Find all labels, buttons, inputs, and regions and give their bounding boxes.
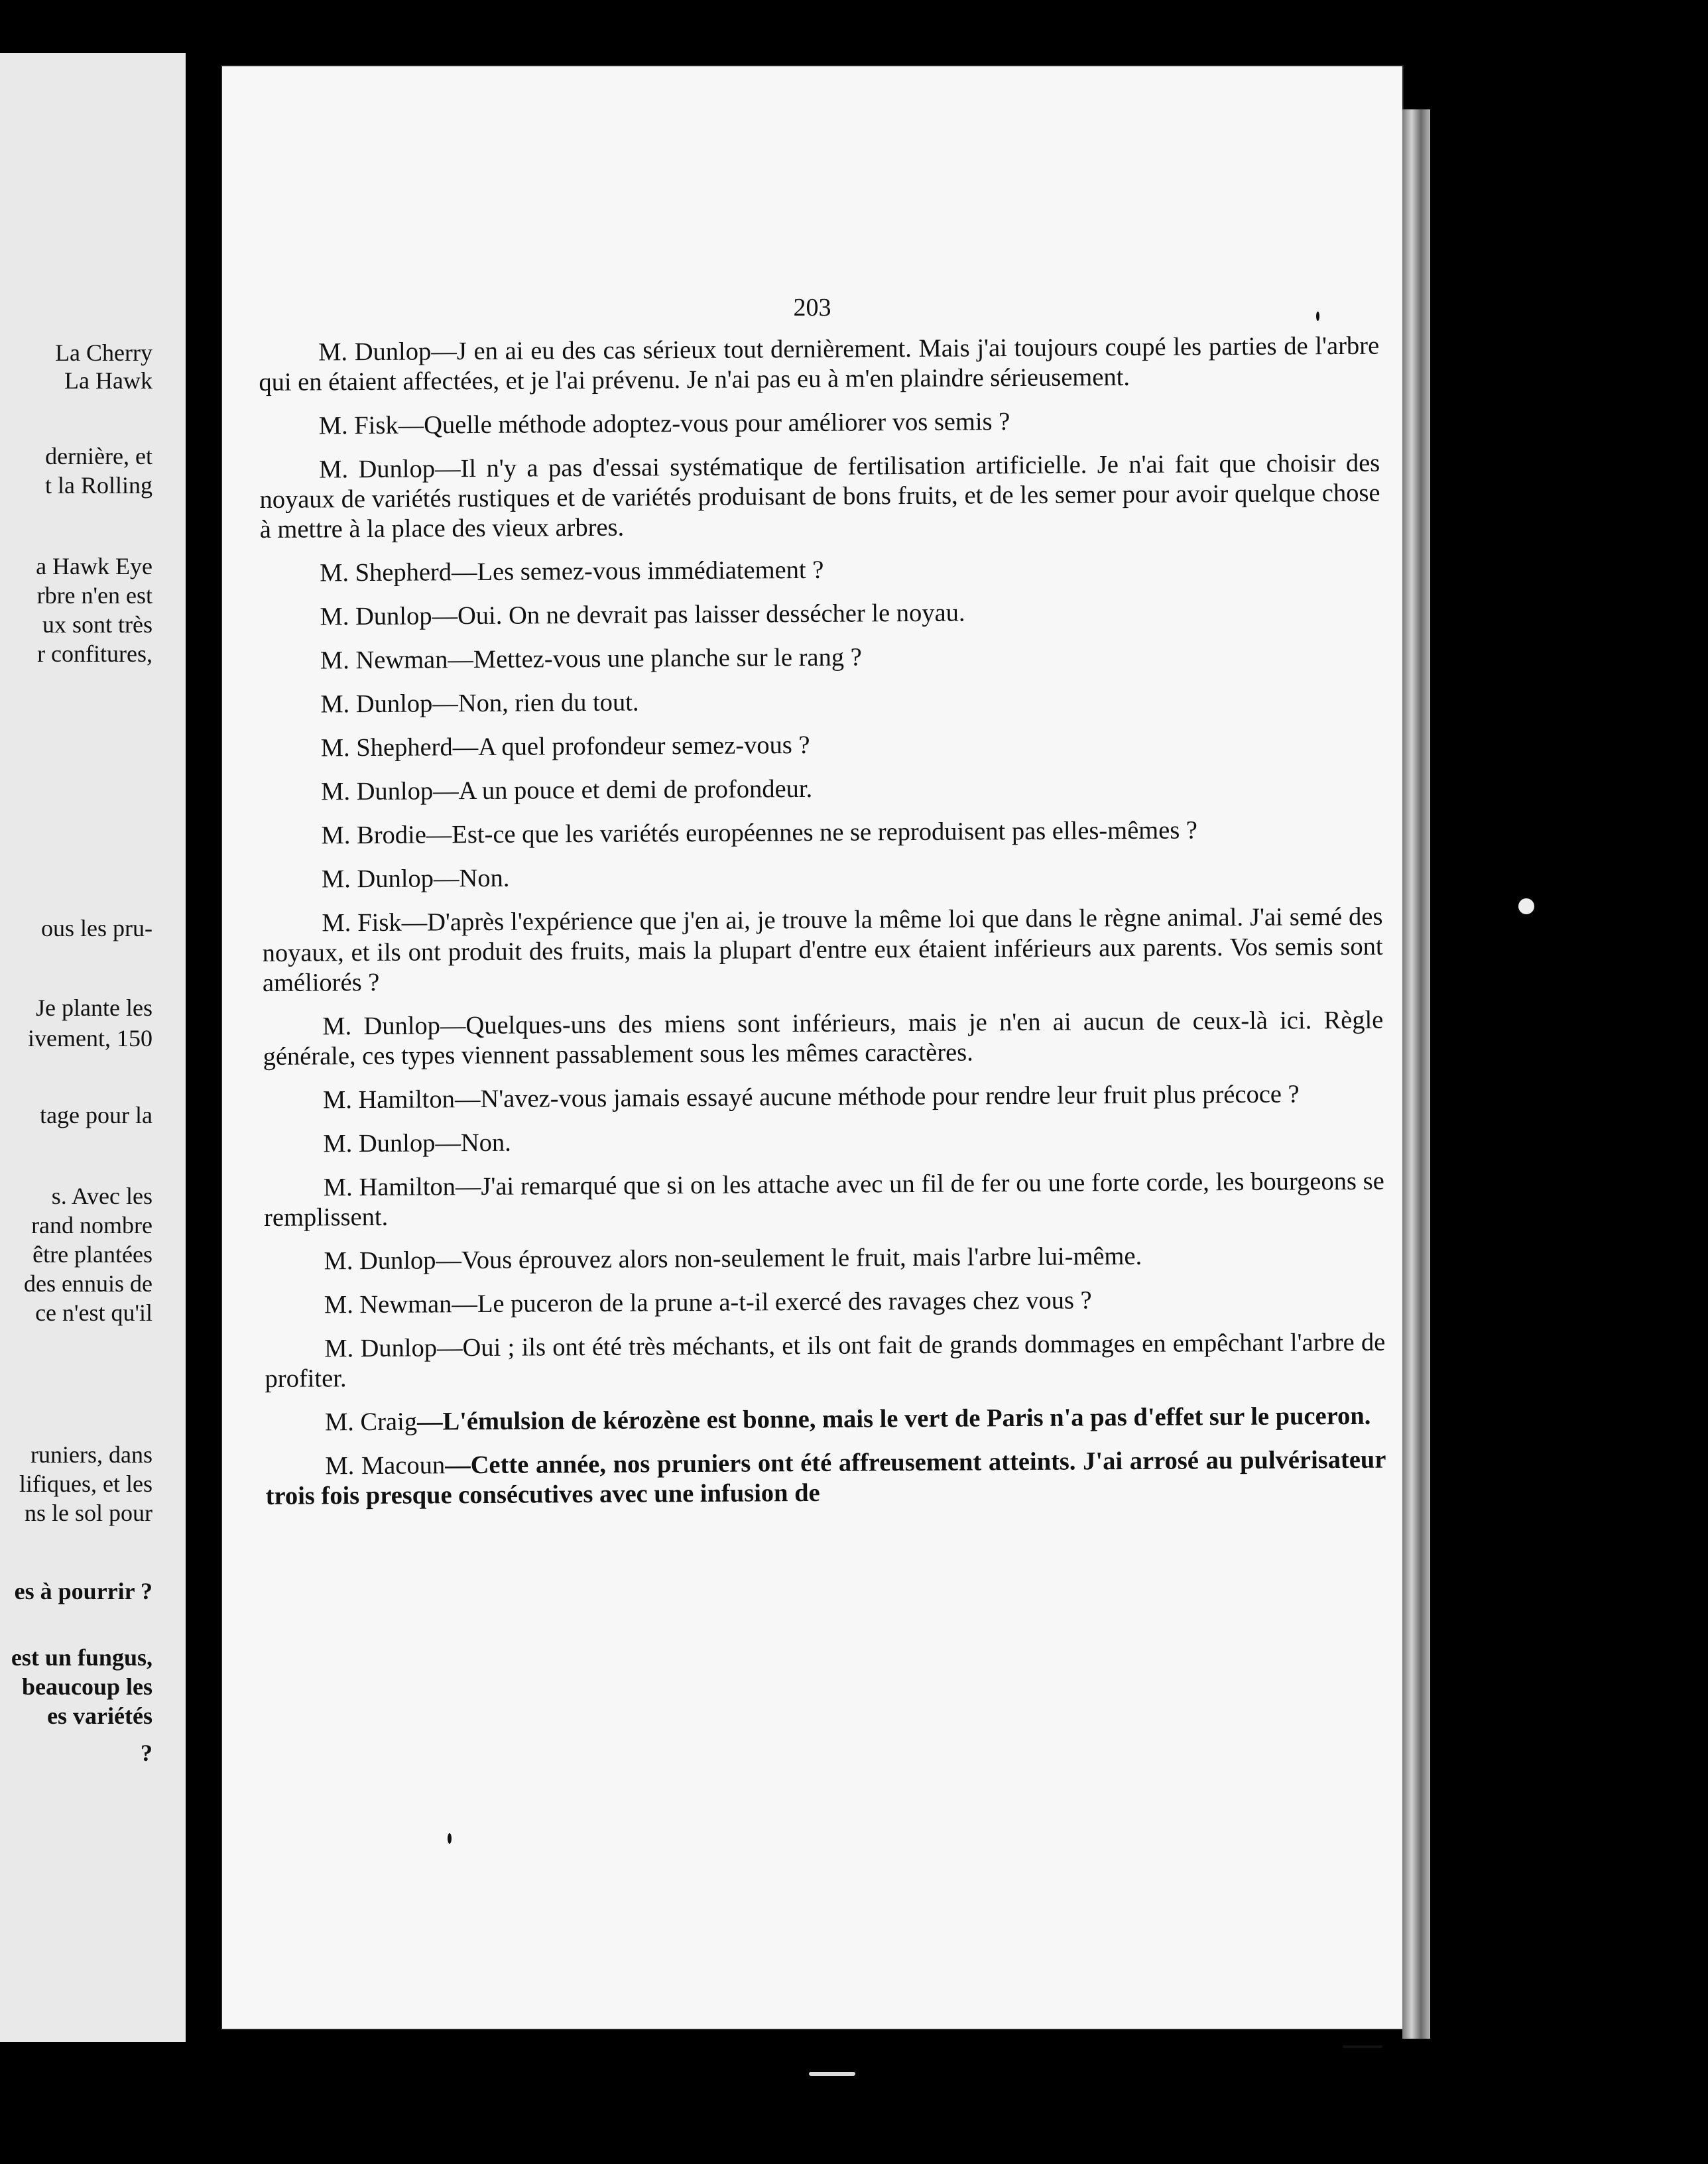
dialogue-text: —Non. [433,864,510,893]
dialogue-text: —Quelques-uns des miens sont inférieurs, mais je n'en ai aucun de ceux-là ici. Règle générale, ces types viennent passablement sous les mêmes caractères. [263,1006,1384,1071]
prev-line: es variétés [47,1703,152,1729]
prev-line: rbre n'en est [36,582,152,609]
dialogue-paragraph [260,552,1380,589]
scratch-line [809,2072,855,2076]
prev-line: ce n'est qu'il [35,1299,152,1326]
dialogue-paragraph [265,1284,1385,1321]
speaker-name: M. Macoun [325,1451,446,1480]
dust-speck [1343,2045,1382,2048]
prev-line: ux sont très [42,611,152,638]
dialogue-text: —Oui ; ils ont été très méchants, et ils ont fait de grands dommages en empêchant l'arbre de profiter. [265,1328,1386,1393]
prev-line: rand nombre [31,1212,152,1238]
dialogue-paragraph [260,596,1380,632]
dialogue-text: —D'après l'expérience que j'en ai, je trouve la même loi que dans le règne animal. J'ai semé des noyaux, et ils ont produit des fruits, mais la plupart d'entre eux étaient inférieurs aux parents. Vos semis sont améliorés ? [262,902,1383,997]
dialogue-text: —Les semez-vous immédiatement ? [451,556,824,587]
speaker-name: M. Dunlop [322,1012,441,1041]
dialogue-paragraph [264,1240,1384,1277]
previous-page-fragment [0,53,186,2042]
dialogue-paragraph [263,1079,1384,1116]
dialogue-paragraph [261,815,1382,851]
dialogue-text: —Non. [435,1128,511,1158]
dialogue-text: —Cette année, nos pruniers ont été affreusement atteints. J'ai arrosé au pulvérisateur trois fois presque consécutives avec une infusion de [265,1445,1386,1510]
page-number: 203 [793,294,831,322]
speaker-name: M. Dunlop [321,777,434,806]
speaker-name: M. Craig [324,1408,418,1437]
dialogue-text: —Vous éprouvez alors non-seulement le fruit, mais l'arbre lui-même. [436,1242,1142,1275]
dialogue-text: —Mettez-vous une planche sur le rang ? [448,643,862,674]
dialogue-text: —J'ai remarqué que si on les attache avec un fil de fer ou une forte corde, les bourgeons se remplissent. [263,1167,1384,1232]
dialogue-paragraph [265,1328,1386,1394]
speaker-name: M. Dunlop [324,1334,438,1363]
prev-line: beaucoup les [21,1673,152,1700]
page-text [259,331,1386,1526]
dialogue-text: —Le puceron de la prune a-t-il exercé des ravages chez vous ? [452,1286,1092,1319]
speaker-name: M. Dunlop [318,337,432,367]
dust-speck [448,1833,452,1844]
prev-line: être plantées [32,1241,152,1268]
dialogue-text: —Il n'y a pas d'essai systématique de fertilisation artificielle. Je n'ai fait que choisir des noyaux de variétés rustiques et de variétés produisant de bons fruits, et de les semer pour avoir quelque chose à mettre à la place des vieux arbres. [259,449,1380,544]
prev-line: a Hawk Eye [36,553,152,579]
dialogue-paragraph [263,1123,1384,1160]
dialogue-paragraph [264,1167,1385,1233]
dialogue-text: —N'avez-vous jamais essayé aucune méthode pour rendre leur fruit plus précoce ? [454,1080,1300,1114]
dialogue-text: —Oui. On ne devrait pas laisser dessécher le noyau. [432,599,965,631]
speaker-name: M. Shepherd [320,558,452,587]
speaker-name: M. Dunlop [323,1129,436,1158]
dialogue-paragraph [259,405,1380,442]
dialogue-paragraph [262,859,1382,895]
prev-line: ns le sol pour [25,1500,152,1526]
prev-line: Je plante les [36,994,152,1021]
prev-line: La Hawk [64,367,152,394]
speaker-name: M. Dunlop [324,1246,436,1276]
dialogue-paragraph [265,1445,1386,1512]
speaker-name: M. Hamilton [322,1085,456,1114]
prev-line: es à pourrir ? [14,1578,152,1604]
dialogue-text: —A quel profondeur semez-vous ? [452,731,810,762]
dialogue-text: —Non, rien du tout. [432,688,639,718]
book-page [222,66,1402,2029]
speaker-name: M. Dunlop [321,865,434,894]
speaker-name: M. Dunlop [319,455,436,484]
dialogue-text: —Quelle méthode adoptez-vous pour améliorer vos semis ? [398,408,1010,440]
speaker-name: M. Newman [320,646,448,675]
speaker-name: M. Newman [324,1290,452,1319]
speaker-name: M. Hamilton [323,1173,456,1202]
dialogue-paragraph [261,727,1382,764]
prev-line: ivement, 150 [28,1025,152,1052]
prev-line: r confitures, [37,640,152,667]
prev-line: dernière, et [45,443,152,469]
prev-line: est un fungus, [11,1644,152,1671]
dust-speck [1316,312,1319,321]
page-edge [1402,109,1430,2039]
dialogue-paragraph [263,1006,1384,1072]
speaker-name: M. Dunlop [320,690,433,719]
dialogue-paragraph [261,640,1381,676]
dialogue-text: —J en ai eu des cas sérieux tout dernièrement. Mais j'ai toujours coupé les parties de l'arbre qui en étaient affectées, et je l'ai prévenu. Je n'ai pas eu à m'en plaindre sérieusement. [259,331,1380,396]
dialogue-paragraph [259,331,1380,398]
prev-line: lifiques, et les [19,1471,152,1497]
prev-line: tage pour la [40,1102,152,1128]
prev-line: ous les pru- [41,915,152,941]
dialogue-text: —L'émulsion de kérozène est bonne, mais le vert de Paris n'a pas d'effet sur le puceron. [416,1402,1371,1436]
prev-line: s. Avec les [51,1183,152,1209]
dialogue-paragraph [261,771,1382,808]
speaker-name: M. Fisk [322,908,402,937]
speaker-name: M. Shepherd [320,733,453,762]
prev-line: des ennuis de [24,1270,152,1297]
prev-line: t la Rolling [45,472,152,499]
dialogue-text: —Est-ce que les variétés européennes ne se reproduisent pas elles-mêmes ? [426,816,1198,849]
speaker-name: M. Fisk [318,411,398,440]
dialogue-paragraph [259,449,1380,545]
dialogue-text: —A un pouce et demi de profondeur. [433,774,813,806]
dust-speck [1518,898,1534,914]
speaker-name: M. Brodie [321,821,426,850]
prev-line: runiers, dans [30,1441,152,1468]
dialogue-paragraph [261,684,1381,720]
dialogue-paragraph [262,902,1383,998]
dialogue-paragraph [265,1402,1386,1438]
prev-line: La Cherry [55,339,152,366]
speaker-name: M. Dunlop [320,602,432,631]
prev-line: ? [141,1740,152,1766]
